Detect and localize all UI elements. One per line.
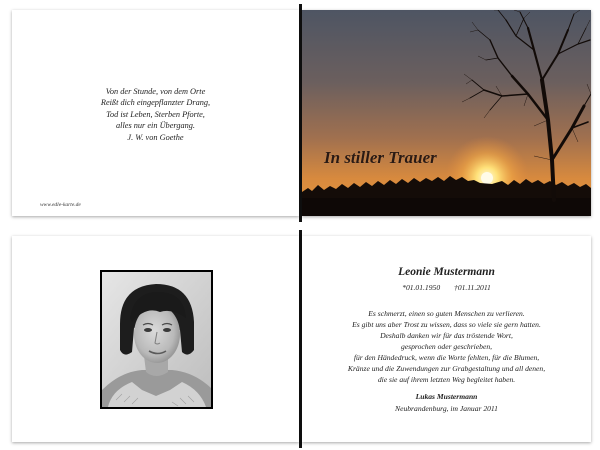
life-dates xyxy=(302,283,591,292)
cover-title: In stiller Trauer xyxy=(324,148,437,167)
poem-author: J. W. von Goethe xyxy=(127,132,184,142)
card-inside-right-panel xyxy=(302,236,591,442)
death-date: †01.11.2011 xyxy=(454,283,491,292)
portrait-photo xyxy=(102,272,211,407)
card-front-cover-panel xyxy=(302,10,591,216)
poem-line: alles nur ein Übergang. xyxy=(116,121,195,131)
website-credit: www.edle-karte.de xyxy=(40,202,81,208)
card-inside-left-panel xyxy=(12,236,299,442)
poem-line: Reißt dich eingepflanzter Drang, xyxy=(100,98,211,108)
message-line: Deshalb danken wir für das tröstende Wort, xyxy=(380,331,513,340)
message-line: Kränze und die Zuwendungen zur Grabgestaltung und all denen, xyxy=(347,364,546,373)
message-line: Es schmerzt, einen so guten Menschen zu verlieren. xyxy=(368,309,525,318)
deceased-name: Leonie Mustermann xyxy=(398,266,495,278)
message-line: gesprochen oder geschrieben, xyxy=(400,342,493,351)
birth-date: *01.01.1950 xyxy=(402,283,441,292)
signature-name: Lukas Mustermann xyxy=(415,392,478,401)
poem-block xyxy=(12,86,299,143)
portrait-frame xyxy=(100,270,213,409)
message-line: die sie auf ihrem letzten Weg begleitet haben. xyxy=(377,375,516,384)
poem-line: Von der Stunde, von dem Orte xyxy=(105,87,206,96)
sunset-landscape-image xyxy=(302,10,591,216)
message-line: für den Händedruck, wenn die Worte fehlten, für die Blumen, xyxy=(353,353,540,362)
signature-place-date: Neubrandenburg, im Januar 2011 xyxy=(395,404,498,413)
card-front-left-panel xyxy=(12,10,299,216)
message-line: Es gibt uns aber Trost zu wissen, dass so viele sie gern hatten. xyxy=(352,320,541,329)
poem-line: Tod ist Leben, Sterben Pforte, xyxy=(106,109,205,119)
thank-you-message xyxy=(302,308,591,385)
